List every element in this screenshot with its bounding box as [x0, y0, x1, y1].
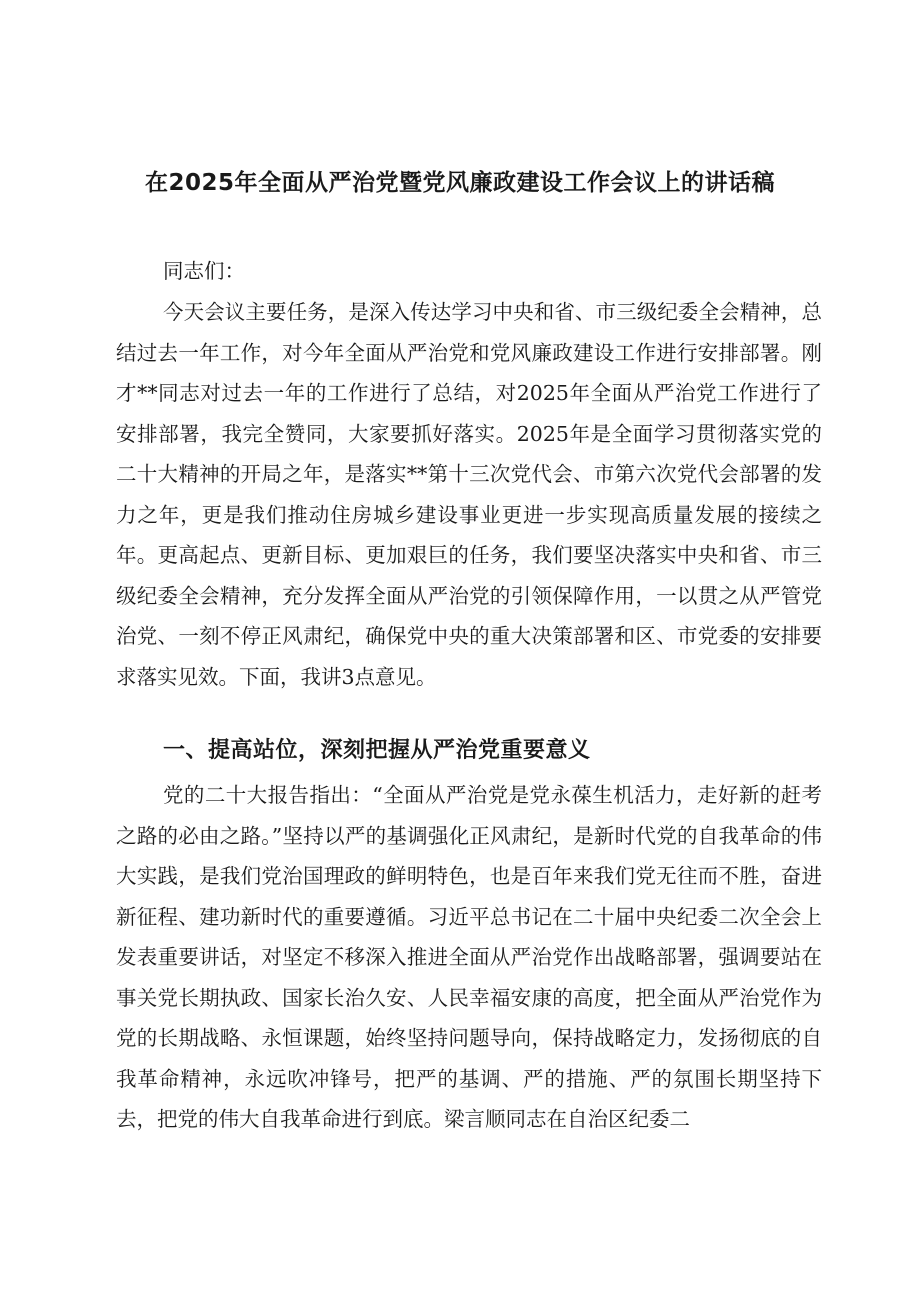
section-heading-1: 一、提高站位，深刻把握从严治党重要意义 — [163, 738, 591, 763]
paragraph-section-1: 党的二十大报告指出：“全面从严治党是党永葆生机活力，走好新的赶考之路的必由之路。”坚持以严的基调强化正风肃纪，是新时代党的自我革命的伟大实践，是我们党治国理政的鲜明特色，也是百年来我们党无往而不胜，奋进新征程、建功新时代的重要遵循。习近平总书记在二十届中央纪委二次全会上发表重要讲话，对坚定不移深入推进全面从严治党作出战略部署，强调要站在事关党长期执政、国家长治久安、人民幸福安康的高度，把全面从严治党作为党的长期战略、永恒课题，始终坚持问题导向，保持战略定力，发扬彻底的自我革命精神，永远吹冲锋号，把严的基调、严的措施、严的氛围长期坚持下去，把党的伟大自我革命进行到底。梁言顺同志在自治区纪委二 — [116, 783, 822, 1131]
document-title: 在2025年全面从严治党暨党风廉政建设工作会议上的讲话稿 — [144, 170, 775, 196]
salutation: 同志们： — [163, 259, 245, 283]
paragraph-intro: 今天会议主要任务，是深入传达学习中央和省、市三级纪委全会精神，总结过去一年工作，对今年全面从严治党和党风廉政建设工作进行安排部署。刚才**同志对过去一年的工作进行了总结，对2025年全面从严治党工作进行了安排部署，我完全赞同，大家要抓好落实。2025年是全面学习贯彻落实党的二十大精神的开局之年，是落实**第十三次党代会、市第六次党代会部署的发力之年，更是我们推动住房城乡建设事业更进一步实现高质量发展的接续之年。更高起点、更新目标、更加艰巨的任务，我们要坚决落实中央和省、市三级纪委全会精神，充分发挥全面从严治党的引领保障作用，一以贯之从严管党治党、一刻不停正风肃纪，确保党中央的重大决策部署和区、市党委的安排要求落实见效。下面，我讲3点意见。 — [116, 300, 822, 689]
